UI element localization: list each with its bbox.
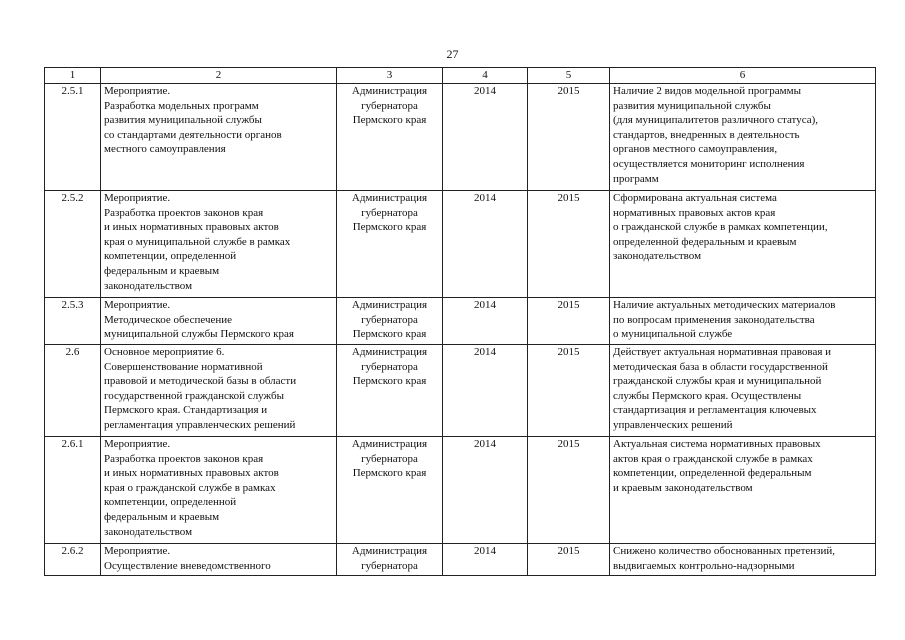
cell-line: губернатора bbox=[361, 99, 418, 112]
cell-line: гражданской службы края и муниципальной bbox=[613, 375, 822, 388]
cell-line: выдвигаемых контрольно-надзорными bbox=[613, 559, 795, 572]
cell-line: Мероприятие. bbox=[104, 545, 171, 557]
end-year-cell bbox=[528, 191, 610, 298]
cell-line: Разработка проектов законов края bbox=[104, 452, 264, 465]
cell-line: программ bbox=[613, 172, 659, 185]
item-number-cell bbox=[45, 544, 101, 576]
cell-line: Администрация bbox=[351, 85, 428, 97]
table-row bbox=[45, 345, 876, 437]
cell-text: 2014 bbox=[474, 438, 496, 450]
item-number-cell bbox=[45, 84, 101, 191]
cell-line: Разработка проектов законов края bbox=[104, 206, 264, 219]
cell-line: местного самоуправления bbox=[104, 143, 226, 156]
column-header: 3 bbox=[337, 68, 443, 84]
item-name-cell bbox=[101, 437, 337, 544]
cell-line: Разработка модельных программ bbox=[104, 99, 259, 112]
cell-line: о гражданской службе в рамках компетенции, bbox=[613, 221, 828, 234]
cell-line: Совершенствование нормативной bbox=[104, 360, 263, 373]
end-year-cell bbox=[528, 345, 610, 437]
cell-line: Администрация bbox=[351, 192, 428, 204]
cell-line: со стандартами деятельности органов bbox=[104, 128, 282, 141]
cell-line: Действует актуальная нормативная правовая и bbox=[613, 346, 832, 358]
column-header: 2 bbox=[101, 68, 337, 84]
expected-result-cell bbox=[610, 298, 876, 345]
cell-text: 2014 bbox=[474, 85, 496, 97]
cell-line: губернатора bbox=[361, 313, 418, 326]
cell-text: 2014 bbox=[474, 545, 496, 557]
cell-line: Администрация bbox=[351, 545, 428, 557]
cell-line: нормативных правовых актов края bbox=[613, 206, 776, 219]
expected-result-cell bbox=[610, 191, 876, 298]
item-name-cell bbox=[101, 191, 337, 298]
start-year-cell bbox=[443, 191, 528, 298]
cell-line: службы Пермского края. Осуществлены bbox=[613, 389, 802, 402]
cell-text: 2015 bbox=[557, 299, 580, 311]
item-number-cell bbox=[45, 345, 101, 437]
cell-line: Наличие актуальных методических материалов bbox=[613, 299, 836, 311]
table-row bbox=[45, 84, 876, 191]
cell-line: края о муниципальной службе в рамках bbox=[104, 235, 291, 248]
cell-line: государственной гражданской службы bbox=[104, 389, 284, 402]
expected-result-cell bbox=[610, 437, 876, 544]
cell-line: Мероприятие. bbox=[104, 438, 171, 450]
cell-line: Администрация bbox=[351, 438, 428, 450]
start-year-cell bbox=[443, 84, 528, 191]
cell-line: Пермского края bbox=[352, 221, 427, 234]
table-row bbox=[45, 544, 876, 576]
cell-line: Мероприятие. bbox=[104, 192, 171, 204]
cell-line: (для муниципалитетов различного статуса), bbox=[613, 114, 819, 127]
cell-line: правовой и методической базы в области bbox=[104, 375, 297, 388]
cell-line: Пермского края bbox=[352, 467, 427, 480]
cell-text: 2014 bbox=[474, 346, 496, 358]
item-number-cell bbox=[45, 437, 101, 544]
cell-line: актов края о гражданской службе в рамках bbox=[613, 452, 813, 465]
item-name-cell bbox=[101, 544, 337, 576]
start-year-cell bbox=[443, 437, 528, 544]
cell-text: 2.5.3 bbox=[61, 299, 84, 311]
start-year-cell bbox=[443, 298, 528, 345]
cell-line: губернатора bbox=[361, 360, 418, 373]
cell-line: муниципальной службы Пермского края bbox=[104, 328, 294, 341]
cell-line: законодательством bbox=[104, 525, 193, 538]
expected-result-cell bbox=[610, 544, 876, 576]
cell-line: и иных нормативных правовых актов bbox=[104, 221, 279, 234]
page-number: 27 bbox=[446, 47, 459, 61]
cell-text: 2015 bbox=[557, 85, 580, 97]
cell-text: 2.5.2 bbox=[61, 192, 84, 204]
cell-text: 2014 bbox=[474, 299, 496, 311]
item-number-cell bbox=[45, 191, 101, 298]
cell-line: компетенции, определенной федеральным bbox=[613, 467, 812, 480]
cell-line: Пермского края bbox=[352, 114, 427, 127]
executor-cell bbox=[337, 437, 443, 544]
cell-line: федеральным и краевым bbox=[104, 510, 220, 523]
cell-line: Актуальная система нормативных правовых bbox=[613, 438, 821, 450]
end-year-cell bbox=[528, 544, 610, 576]
executor-cell bbox=[337, 345, 443, 437]
cell-line: развития муниципальной службы bbox=[104, 114, 262, 127]
cell-text: 2015 bbox=[557, 438, 580, 450]
cell-line: края о гражданской службе в рамках bbox=[104, 481, 276, 494]
cell-line: Снижено количество обоснованных претензий, bbox=[613, 545, 836, 557]
cell-line: губернатора bbox=[361, 206, 418, 219]
cell-line: Администрация bbox=[351, 346, 428, 358]
column-header: 6 bbox=[610, 68, 876, 84]
end-year-cell bbox=[528, 84, 610, 191]
item-number-cell bbox=[45, 298, 101, 345]
cell-line: Методическое обеспечение bbox=[104, 313, 233, 326]
table-row bbox=[45, 298, 876, 345]
executor-cell bbox=[337, 191, 443, 298]
cell-line: губернатора bbox=[361, 452, 418, 465]
cell-line: федеральным и краевым bbox=[104, 264, 220, 277]
cell-line: Основное мероприятие 6. bbox=[104, 346, 225, 358]
cell-line: губернатора bbox=[361, 559, 418, 572]
start-year-cell bbox=[443, 345, 528, 437]
cell-text: 2014 bbox=[474, 192, 496, 204]
cell-line: Наличие 2 видов модельной программы bbox=[613, 85, 801, 97]
executor-cell bbox=[337, 84, 443, 191]
cell-line: компетенции, определенной bbox=[104, 250, 237, 263]
cell-text: 2.6.1 bbox=[61, 438, 84, 450]
cell-line: органов местного самоуправления, bbox=[613, 143, 778, 156]
cell-line: стандартизация и регламентация ключевых bbox=[613, 404, 817, 417]
cell-line: о муниципальной службе bbox=[613, 328, 733, 341]
cell-line: Сформирована актуальная система bbox=[613, 192, 777, 204]
executor-cell bbox=[337, 298, 443, 345]
item-name-cell bbox=[101, 345, 337, 437]
table-row bbox=[45, 191, 876, 298]
cell-line: управленческих решений bbox=[613, 418, 733, 431]
table-row bbox=[45, 437, 876, 544]
end-year-cell bbox=[528, 298, 610, 345]
cell-line: компетенции, определенной bbox=[104, 496, 237, 509]
cell-line: регламентация управленческих решений bbox=[104, 418, 296, 431]
cell-line: Мероприятие. bbox=[104, 299, 171, 311]
end-year-cell bbox=[528, 437, 610, 544]
expected-result-cell bbox=[610, 345, 876, 437]
cell-line: Пермского края bbox=[352, 328, 427, 341]
program-table bbox=[44, 67, 876, 576]
cell-line: и краевым законодательством bbox=[613, 481, 753, 494]
expected-result-cell bbox=[610, 84, 876, 191]
header-row bbox=[45, 68, 876, 84]
start-year-cell bbox=[443, 544, 528, 576]
cell-text: 2015 bbox=[557, 192, 580, 204]
table-body bbox=[45, 84, 876, 576]
item-name-cell bbox=[101, 298, 337, 345]
cell-line: развития муниципальной службы bbox=[613, 99, 771, 112]
cell-line: и иных нормативных правовых актов bbox=[104, 467, 279, 480]
cell-text: 2.6 bbox=[65, 346, 80, 358]
cell-text: 2.6.2 bbox=[61, 545, 84, 557]
cell-line: определенной федеральным и краевым bbox=[613, 235, 797, 248]
cell-text: 2.5.1 bbox=[61, 85, 84, 97]
item-name-cell bbox=[101, 84, 337, 191]
cell-line: законодательством bbox=[104, 279, 193, 292]
cell-line: по вопросам применения законодательства bbox=[613, 313, 815, 326]
cell-line: методическая база в области государственной bbox=[613, 360, 828, 373]
cell-text: 2015 bbox=[557, 346, 580, 358]
column-header: 1 bbox=[45, 68, 101, 84]
executor-cell bbox=[337, 544, 443, 576]
column-header: 4 bbox=[443, 68, 528, 84]
cell-line: законодательством bbox=[613, 250, 702, 263]
cell-text: 2015 bbox=[557, 545, 580, 557]
cell-line: Пермского края. Стандартизация и bbox=[104, 404, 268, 417]
cell-line: стандартов, внедренных в деятельность bbox=[613, 128, 800, 141]
cell-line: Администрация bbox=[351, 299, 428, 311]
cell-line: Пермского края bbox=[352, 375, 427, 388]
cell-line: осуществляется мониторинг исполнения bbox=[613, 157, 805, 170]
column-header: 5 bbox=[528, 68, 610, 84]
cell-line: Осуществление вневедомственного bbox=[104, 559, 271, 572]
cell-line: Мероприятие. bbox=[104, 85, 171, 97]
